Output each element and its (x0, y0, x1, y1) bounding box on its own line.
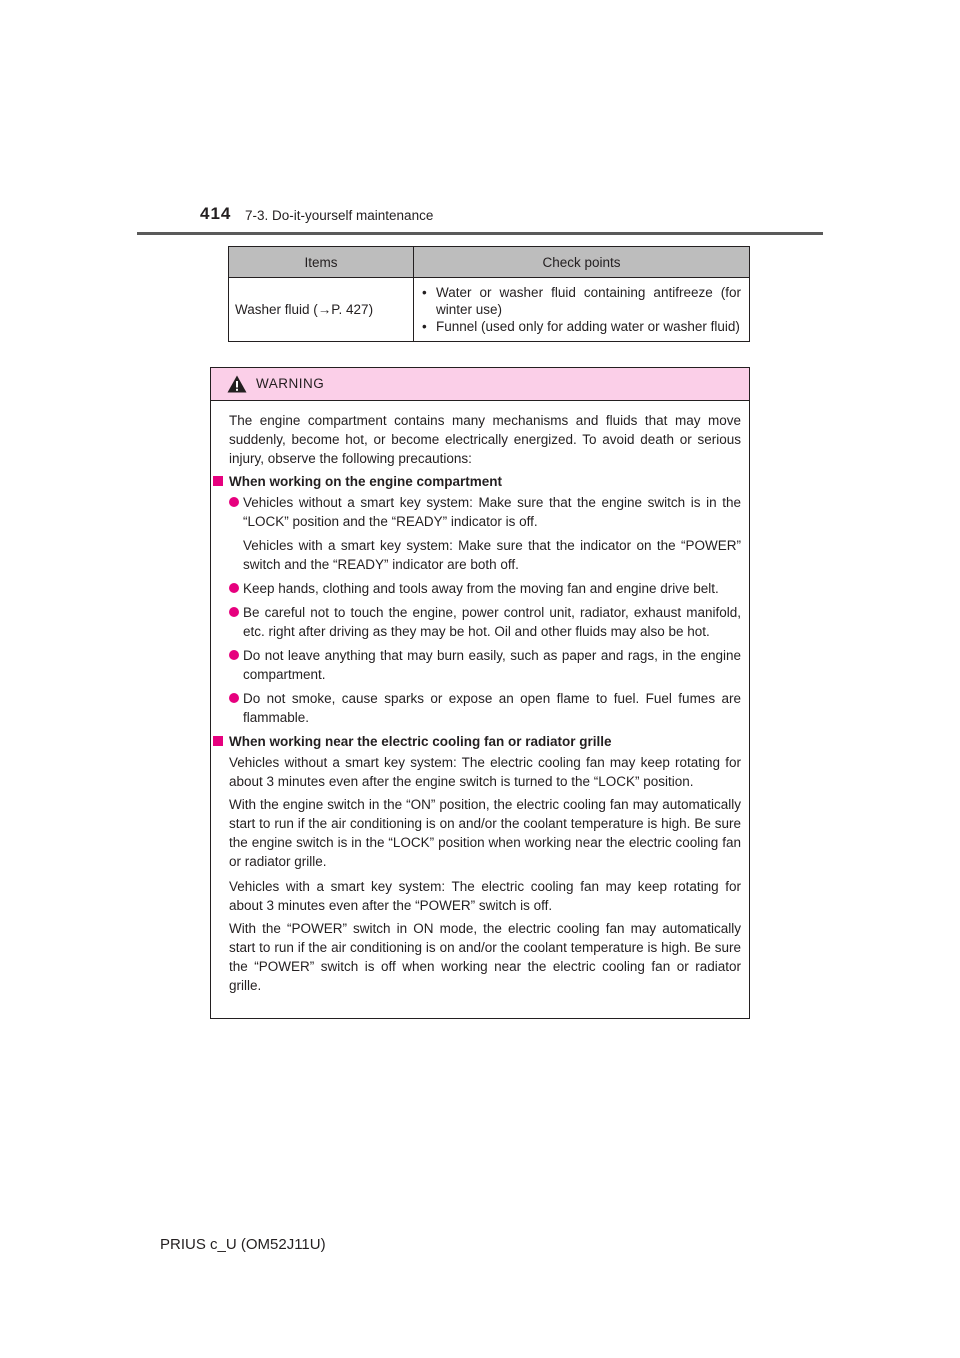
footer-model: PRIUS c_U (OM52J11U) (160, 1236, 326, 1253)
section-title: 7-3. Do-it-yourself maintenance (245, 208, 434, 223)
list-item (229, 689, 741, 727)
list-item-text: Keep hands, clothing and tools away from the moving fan and engine drive belt. (243, 581, 719, 596)
circle-bullet-icon (229, 693, 239, 703)
warning-intro: The engine compartment contains many mechanisms and fluids that may move suddenly, become hot, or become electrically energized. To avoid death or serious injury, observe the following precautions: (229, 413, 741, 466)
square-bullet-icon (213, 476, 223, 486)
column-header-check-points: Check points (414, 247, 750, 278)
table-row (229, 278, 750, 342)
item-cell: Washer fluid (→P. 427) (229, 278, 414, 342)
circle-bullet-icon (229, 607, 239, 617)
square-bullet-icon (213, 736, 223, 746)
list-item-text: Do not leave anything that may burn easily, such as paper and rags, in the engine compartment. (243, 648, 741, 682)
table-header-row (229, 247, 750, 278)
check-points-cell (414, 278, 750, 342)
warning-box (210, 367, 750, 1019)
list-item (229, 579, 741, 598)
cooling-fan-paragraph: With the engine switch in the “ON” position, the electric cooling fan may automatically start to run if the air conditioning is on and/or the coolant temperature is high. Be sure the engine switch is in the “LOCK” position when working near the electric cooling fan or radiator grille. (229, 797, 741, 869)
section-heading-cooling-fan (213, 732, 741, 751)
warning-body (211, 401, 749, 995)
list-item (229, 646, 741, 684)
warning-title: WARNING (256, 376, 325, 391)
list-item-text: Vehicles without a smart key system: Make sure that the engine switch is in the “LOCK” position and the “READY” indicator is off. (243, 495, 741, 529)
section-heading-text: When working on the engine compartment (229, 474, 503, 489)
cooling-fan-paragraph: Vehicles with a smart key system: The electric cooling fan may keep rotating for about 3 minutes even after the “POWER” switch is off. (229, 879, 741, 913)
section-heading-engine-compartment (213, 472, 741, 491)
section-heading-text: When working near the electric cooling fan or radiator grille (229, 734, 612, 749)
check-point-text: Funnel (used only for adding water or washer fluid) (436, 319, 740, 334)
cooling-fan-paragraph: With the “POWER” switch in ON mode, the electric cooling fan may automatically start to run if the air conditioning is on and/or the coolant temperature is high. Be sure the “POWER” switch is off when working near the electric cooling fan or radiator grille. (229, 921, 741, 993)
circle-bullet-icon (229, 650, 239, 660)
warning-triangle-icon (227, 375, 247, 393)
items-table (228, 246, 750, 342)
page-number: 414 (200, 204, 232, 223)
list-item (229, 603, 741, 641)
check-point (422, 318, 741, 335)
list-item-text: Do not smoke, cause sparks or expose an open flame to fuel. Fuel fumes are flammable. (243, 691, 741, 725)
bullet-glyph: • (422, 319, 427, 334)
circle-bullet-icon (229, 583, 239, 593)
column-header-items: Items (229, 247, 414, 278)
list-item-sub: Vehicles with a smart key system: Make sure that the indicator on the “POWER” switch and the “READY” indicator are both off. (243, 538, 741, 572)
warning-header (211, 368, 749, 401)
circle-bullet-icon (229, 497, 239, 507)
check-point-text: Water or washer fluid containing antifreeze (for winter use) (436, 285, 741, 317)
list-item (229, 493, 741, 531)
header-rule (137, 232, 823, 235)
check-point (422, 284, 741, 318)
cooling-fan-paragraph: Vehicles without a smart key system: The electric cooling fan may keep rotating for about 3 minutes even after the engine switch is turned to the “LOCK” position. (229, 755, 741, 789)
bullet-glyph: • (422, 285, 427, 300)
list-item-text: Be careful not to touch the engine, power control unit, radiator, exhaust manifold, etc. right after driving as they may be hot. Oil and other fluids may also be hot. (243, 605, 741, 639)
